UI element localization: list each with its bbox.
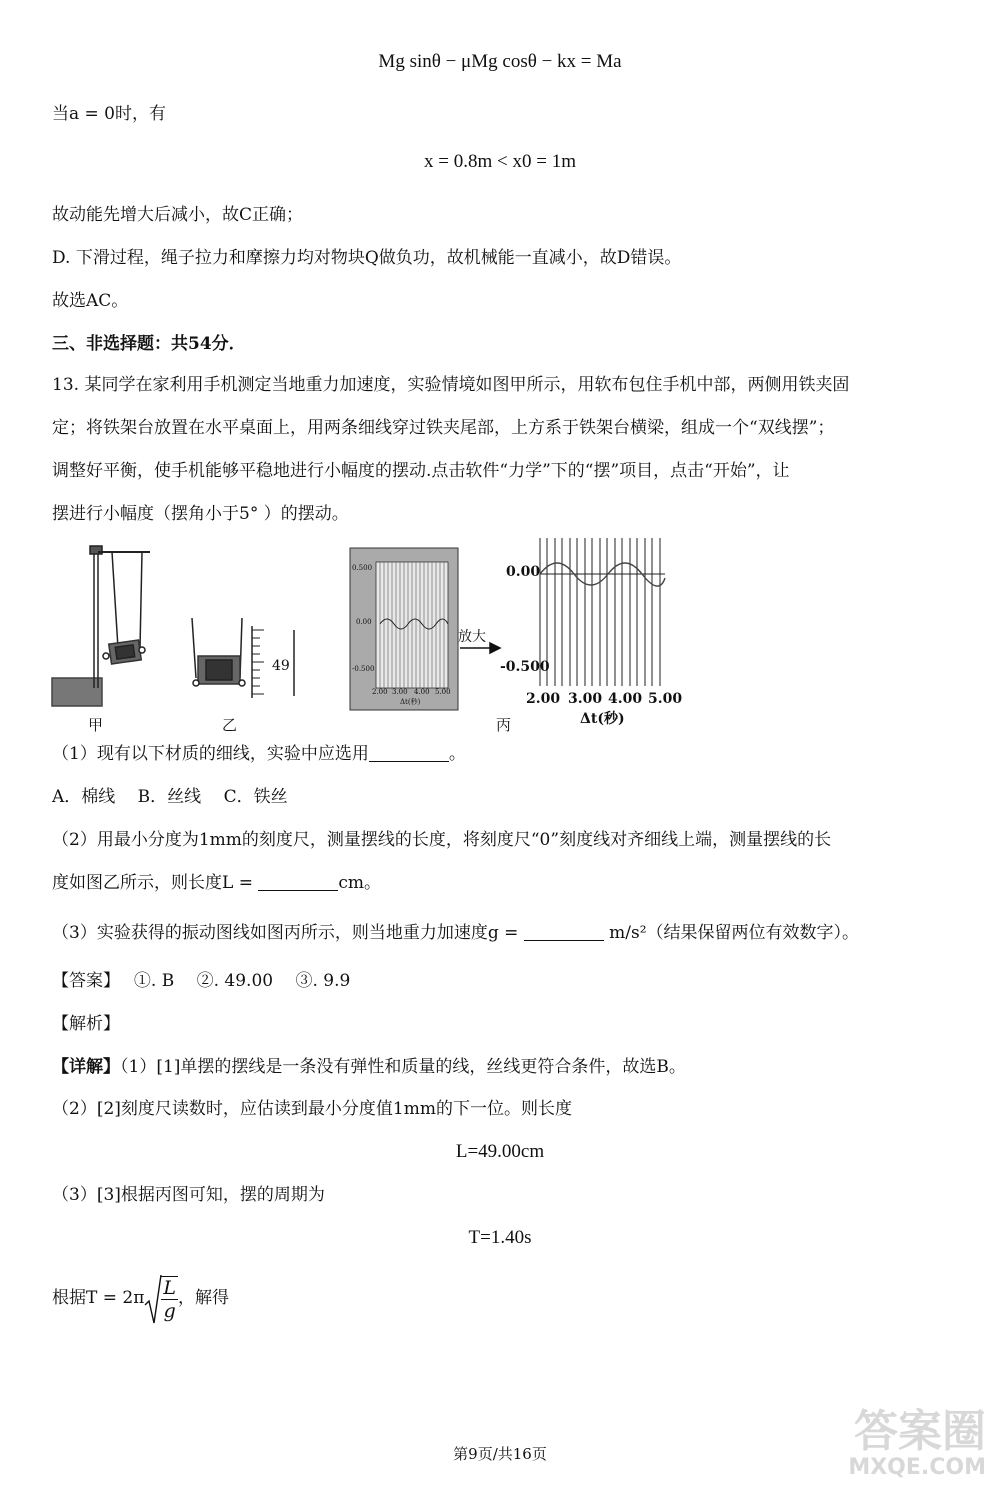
question-part-3	[52, 921, 940, 945]
big-x-tick: 4.00	[608, 691, 643, 707]
answer-options: A．棉线 B．丝线 C．铁丝	[52, 787, 288, 807]
small-y-tick: -0.500	[352, 665, 375, 673]
conclusion-c: 故动能先增大后减小，故C正确；	[52, 205, 304, 225]
fraction-L-over-g	[161, 1276, 178, 1322]
analysis-heading: 【解析】	[52, 1014, 120, 1034]
big-x-label: Δt(秒)	[580, 711, 625, 727]
big-y-tick: 0.00	[506, 564, 541, 580]
question-part-2-line-1: （2）用最小分度为1mm的刻度尺，测量摆线的长度，将刻度尺“0”刻度线对齐细线上端，测量摆线的长	[52, 830, 832, 850]
big-y-tick: -0.500	[500, 659, 550, 675]
choice-text: 故选AC。	[52, 291, 129, 311]
answer-line: 【答案】 ①. B ②. 49.00 ③. 9.9	[52, 971, 351, 991]
question-13-line-2: 定；将铁架台放置在水平桌面上，用两条细线穿过铁夹尾部，上方系于铁架台横梁，组成一个“双线摆”；	[52, 418, 835, 438]
detail-line-3: （3）[3]根据丙图可知，摆的周期为	[52, 1185, 325, 1205]
small-y-tick: 0.00	[356, 618, 372, 626]
detail-line-2: （2）[2]刻度尺读数时，应估读到最小分度值1mm的下一位。则长度	[52, 1099, 572, 1119]
watermark-logo	[796, 1408, 986, 1480]
page-footer: 第9页/共16页	[453, 1445, 547, 1463]
detail-1-text: （1）[1]单摆的摆线是一条没有弹性和质量的线，丝线更符合条件，故选B。	[120, 1057, 686, 1077]
equation-length: L=49.00cm	[455, 1141, 545, 1162]
question-13-line-4: 摆进行小幅度（摆角小于5° ）的摆动。	[52, 504, 349, 524]
formula-suffix: ，解得	[178, 1288, 230, 1308]
big-x-tick: 3.00	[568, 691, 603, 707]
figure-jia-stand	[52, 546, 150, 706]
figure-bing-large-graph	[540, 538, 665, 686]
part-2-text: 度如图乙所示，则长度L =	[52, 873, 253, 893]
ruler-reading: 49	[272, 658, 290, 674]
figure-label-yi: 乙	[222, 716, 238, 734]
small-x-tick: 4.00	[414, 688, 430, 696]
figure-label-bing: 丙	[496, 716, 512, 734]
detail-line-1	[52, 1055, 940, 1079]
watermark-text: 答案圈	[854, 1406, 986, 1457]
question-13-line-3: 调整好平衡，使手机能够平稳地进行小幅度的摆动.点击软件“力学”下的“摆”项目，点击“开始”，让	[52, 461, 790, 481]
part-1-text: （1）现有以下材质的细线，实验中应选用	[52, 744, 369, 764]
condition-text: 当a = 0时，有	[52, 104, 167, 124]
figure-panel	[50, 538, 690, 738]
small-x-tick: 3.00	[392, 688, 408, 696]
equation-period: T=1.40s	[468, 1227, 532, 1248]
detail-tag: 【详解】	[52, 1057, 120, 1077]
square-root-icon	[144, 1269, 162, 1329]
big-x-tick: 2.00	[526, 691, 561, 707]
small-x-tick: 2.00	[372, 688, 388, 696]
conclusion-d: D. 下滑过程，绳子拉力和摩擦力均对物块Q做负功，故机械能一直减小，故D错误。	[52, 248, 682, 268]
zoom-label: 放大	[458, 629, 486, 645]
section-heading: 三、非选择题：共54分．	[52, 334, 246, 354]
question-part-2-line-2	[52, 871, 940, 895]
answer-blank-3	[524, 922, 604, 941]
part-3-text: （3）实验获得的振动图线如图丙所示，则当地重力加速度g =	[52, 923, 519, 943]
small-x-tick: 5.00	[435, 688, 451, 696]
pendulum-formula-line	[52, 1268, 940, 1328]
big-x-tick: 5.00	[648, 691, 683, 707]
part-2-end: cm。	[338, 873, 381, 893]
figure-label-jia: 甲	[88, 716, 104, 734]
fraction-numerator: L	[163, 1276, 177, 1299]
equation-newton: Mg sinθ − μMg cosθ − kx = Ma	[378, 51, 622, 72]
answer-blank-2	[258, 872, 338, 891]
figure-bing-small-graph	[350, 548, 458, 710]
formula-prefix: 根据T = 2π	[52, 1288, 145, 1308]
answer-blank-1	[369, 743, 449, 762]
fraction-denominator: g	[163, 1299, 176, 1322]
question-part-1	[52, 742, 940, 766]
equation-x: x = 0.8m < x0 = 1m	[424, 151, 576, 172]
part-1-end: 。	[448, 744, 466, 764]
part-3-unit: m/s²（结果保留两位有效数字）。	[609, 923, 860, 943]
question-13-line-1: 13. 某同学在家利用手机测定当地重力加速度，实验情境如图甲所示，用软布包住手机中部，两侧用铁夹固	[52, 375, 850, 395]
watermark-url: MXQE.COM	[848, 1455, 986, 1480]
small-x-label: Δt(秒)	[400, 698, 421, 706]
small-y-tick: 0.500	[352, 564, 373, 572]
